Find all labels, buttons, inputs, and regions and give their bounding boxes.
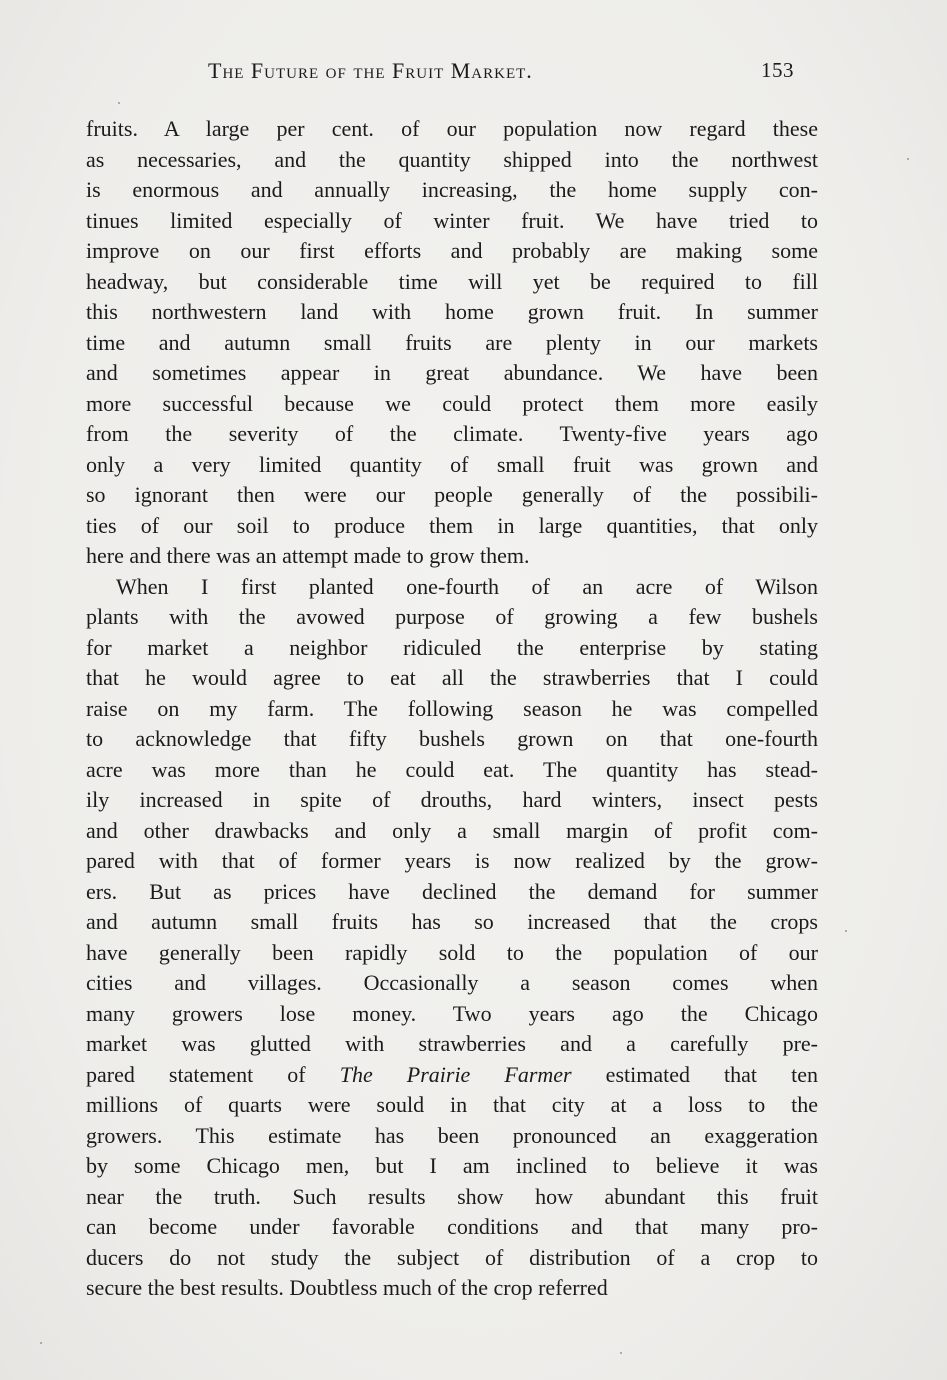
text-line: is enormous and annually increasing, the home supply con- xyxy=(86,177,818,202)
text-line: acre was more than he could eat. The quantity has stead- xyxy=(86,756,818,782)
text-line: only a very limited quantity of small fruit was grown and xyxy=(86,451,818,477)
text-line: ties of our soil to produce them in large quantities, that only xyxy=(86,512,818,538)
text-line: secure the best results. Doubtless much of the crop referred xyxy=(86,1275,608,1300)
text-line: that he would agree to eat all the strawberries that I could xyxy=(86,665,818,690)
text-line: to acknowledge that fifty bushels grown on that one-fourth xyxy=(86,726,818,751)
text-line: ducers do not study the subject of distribution of a crop to xyxy=(86,1244,818,1270)
text-line: pared with that of former years is now realized by the grow- xyxy=(86,848,818,873)
text-segment: pared statement of xyxy=(86,1061,340,1087)
text-line-with-italic-title xyxy=(86,1060,818,1091)
publication-title: The Prairie Farmer xyxy=(339,1061,572,1087)
text-line-paragraph-start: When I first planted one-fourth of an acre of Wilson xyxy=(116,573,818,599)
page-header xyxy=(208,58,798,88)
text-line: tinues limited especially of winter fruit. We have tried to xyxy=(86,207,818,233)
text-line: have generally been rapidly sold to the population of our xyxy=(86,939,818,965)
paper-speck xyxy=(118,102,120,104)
text-line: for market a neighbor ridiculed the enterprise by stating xyxy=(86,634,818,660)
paper-speck xyxy=(620,1352,622,1354)
paper-speck xyxy=(907,158,909,160)
text-line: by some Chicago men, but I am inclined to believe it was xyxy=(86,1153,818,1178)
paper-speck xyxy=(845,930,847,932)
page-number: 153 xyxy=(761,58,794,82)
text-line: near the truth. Such results show how abundant this fruit xyxy=(86,1183,818,1209)
text-line: and other drawbacks and only a small margin of profit com- xyxy=(86,817,818,843)
text-line: many growers lose money. Two years ago the Chicago xyxy=(86,1000,818,1026)
text-line: growers. This estimate has been pronounced an exaggeration xyxy=(86,1122,818,1148)
text-line: this northwestern land with home grown fruit. In summer xyxy=(86,299,818,324)
body-text xyxy=(86,114,818,1304)
running-title: The Future of the Fruit Market. xyxy=(208,58,533,83)
text-line: and sometimes appear in great abundance. We have been xyxy=(86,360,818,385)
text-line: from the severity of the climate. Twenty-five years ago xyxy=(86,421,818,446)
text-line: millions of quarts were sould in that city at a loss to the xyxy=(86,1092,818,1117)
text-line: so ignorant then were our people generally of the possibili- xyxy=(86,482,818,507)
text-line: and autumn small fruits has so increased that the crops xyxy=(86,909,818,934)
text-line: cities and villages. Occasionally a season comes when xyxy=(86,970,818,995)
text-line-paragraph-end: here and there was an attempt made to grow them. xyxy=(86,543,530,568)
text-line: plants with the avowed purpose of growing a few bushels xyxy=(86,604,818,629)
text-segment: estimated that ten xyxy=(571,1061,818,1087)
text-line: improve on our first efforts and probably are making some xyxy=(86,238,818,263)
text-line: market was glutted with strawberries and a carefully pre- xyxy=(86,1031,818,1056)
text-line: headway, but considerable time will yet be required to fill xyxy=(86,268,818,294)
text-line: raise on my farm. The following season he was compelled xyxy=(86,695,818,721)
text-line: ers. But as prices have declined the demand for summer xyxy=(86,878,818,904)
text-line: ily increased in spite of drouths, hard winters, insect pests xyxy=(86,787,818,812)
text-line: time and autumn small fruits are plenty in our markets xyxy=(86,329,818,355)
text-line: can become under favorable conditions and that many pro- xyxy=(86,1214,818,1239)
text-line: as necessaries, and the quantity shipped into the northwest xyxy=(86,146,818,172)
paper-speck xyxy=(40,1342,42,1344)
text-line: fruits. A large per cent. of our population now regard these xyxy=(86,116,818,141)
text-line: more successful because we could protect them more easily xyxy=(86,390,818,416)
